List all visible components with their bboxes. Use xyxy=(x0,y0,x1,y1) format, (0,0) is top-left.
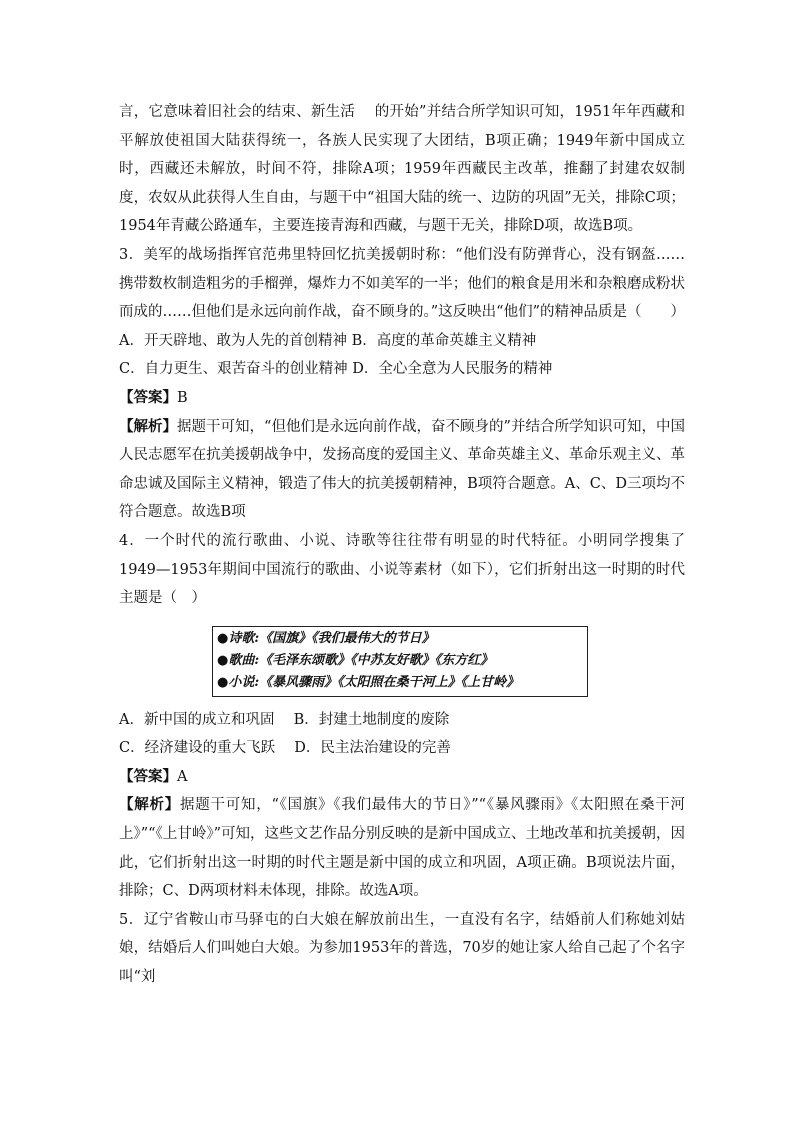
answer-value: B xyxy=(177,389,188,406)
answer-tag: 【答案】 xyxy=(119,388,177,406)
material-line-novels: ●小说:《暴风骤雨》《太阳照在桑干河上》《上甘岭》 xyxy=(217,674,520,690)
question-3-options-cd: C．自力更生、艰苦奋斗的创业精神 D．全心全意为人民服务的精神 xyxy=(119,361,553,378)
question-4-answer xyxy=(119,763,685,792)
question-4-options-cd: C．经济建设的重大飞跃 D．民主法治建设的完善 xyxy=(119,740,451,757)
question-5-stem: 5．辽宁省鞍山市马驿屯的白大娘在解放前出生，一直没有名字，结婚前人们称她刘姑娘，结婚后人们叫她白大娘。为参加1953年的普选，70岁的她让家人给自己起了个名字叫“刘 xyxy=(119,911,685,986)
page-content xyxy=(119,98,685,992)
analysis-tag: 【解析】 xyxy=(119,417,178,435)
analysis-tag: 【解析】 xyxy=(119,796,180,814)
material-line-poems: ●诗歌:《国旗》《我们最伟大的节日》 xyxy=(217,630,435,646)
material-box xyxy=(212,626,588,697)
analysis-text: 据题干可知，“但他们是永远向前作战，奋不顾身的”并结合所学知识可知，中国人民志愿军在抗美援朝战争中，发扬高度的爱国主义、革命英雄主义、革命乐观主义、革命忠诚及国际主义精神，锻造了伟大的抗美援朝精神，B项符合题意。A、C、D三项均不符合题意。故选B项 xyxy=(119,418,686,521)
question-3-options-ab: A．开天辟地、敢为人先的首创精神 B．高度的革命英雄主义精神 xyxy=(119,332,537,349)
answer-value: A xyxy=(177,768,188,785)
question-4-analysis xyxy=(119,791,685,905)
question-3-analysis xyxy=(119,413,685,527)
answer-tag: 【答案】 xyxy=(119,767,177,785)
analysis-text: 据题干可知，“《国旗》《我们最伟大的节日》”“《暴风骤雨》《太阳照在桑干河上》”“《上甘岭》”可知，这些文艺作品分别反映的是新中国成立、土地改革和抗美援朝，因此，它们折射出这一时期的时代主题是新中国的成立和巩固，A项正确。B项说法片面，排除；C、D两项材料未体现，排除。故选A项。 xyxy=(119,797,685,900)
question-3-answer xyxy=(119,384,685,413)
question-4-options-ab: A．新中国的成立和巩固 B．封建土地制度的废除 xyxy=(119,711,450,728)
question-4-stem: 4．一个时代的流行歌曲、小说、诗歌等往往带有明显的时代特征。小明同学搜集了1949—1953年期间中国流行的歌曲、小说等素材（如下），它们折射出这一时期的时代主题是（ ） xyxy=(119,532,685,607)
paragraph-q2-analysis-continued: 言，它意味着旧社会的结束、新生活 的开始”并结合所学知识可知，1951年年西藏和平解放使祖国大陆获得统一，各族人民实现了大团结，B项正确；1949年新中国成立时，西藏还未解放，时间不符，排除A项；1959年西藏民主改革，推翻了封建农奴制度，农奴从此获得人生自由，与题干中“祖国大陆的统一、边防的巩固”无关，排除C项；1954年青藏公路通车，主要连接青海和西藏，与题干无关，排除D项，故选B项。 xyxy=(119,104,685,235)
material-line-songs: ●歌曲:《毛泽东颂歌》《中苏友好歌》《东方红》 xyxy=(217,652,494,668)
question-3-stem: 3．美军的战场指挥官范弗里特回忆抗美援朝时称：“他们没有防弹背心，没有钢盔……携带数枚制造粗劣的手榴弹，爆炸力不如美军的一半；他们的粮食是用米和杂粮磨成粉状而成的……但他们是永远向前作战，奋不顾身的。”这反映出“他们”的精神品质是（ ） xyxy=(119,246,685,321)
